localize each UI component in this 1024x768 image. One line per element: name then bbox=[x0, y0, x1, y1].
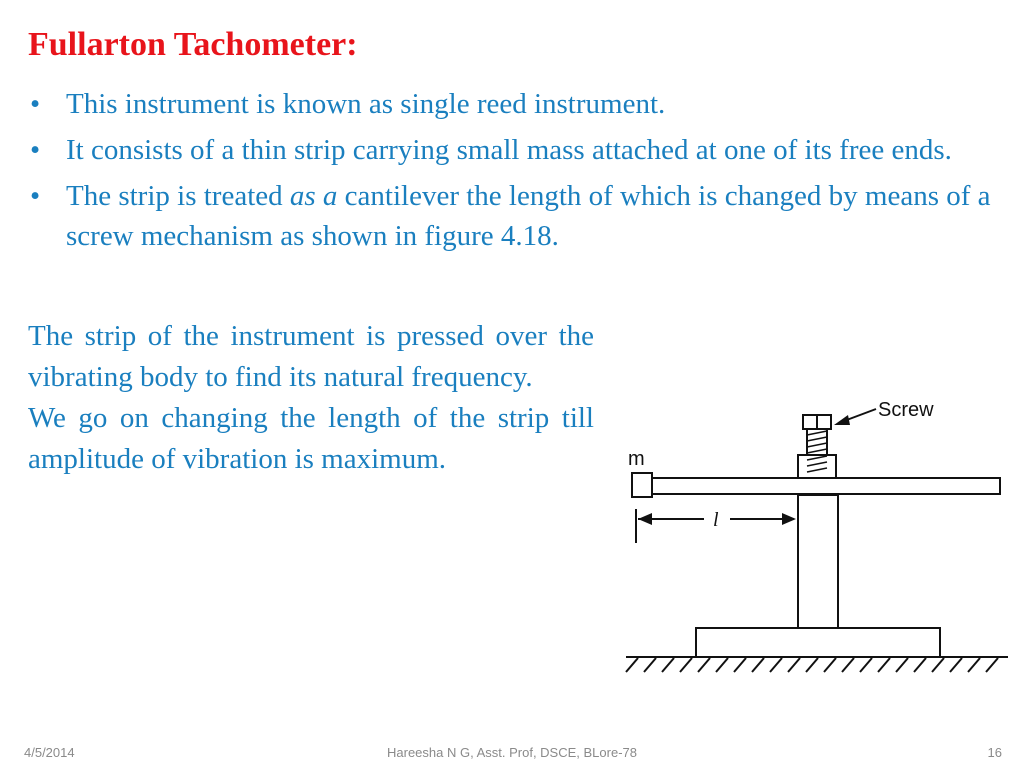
bullet-text-tail: cantilever the length of which is changed by means of a screw mechanism as shown in figure 4.18. bbox=[66, 180, 991, 252]
bullet-marker: • bbox=[30, 88, 41, 120]
footer-date: 4/5/2014 bbox=[24, 745, 75, 760]
footer-author: Hareesha N G, Asst. Prof, DSCE, BLore-78 bbox=[387, 745, 637, 760]
screw-mechanism bbox=[798, 415, 836, 478]
screw-pointer bbox=[834, 409, 876, 425]
mass-block bbox=[632, 473, 652, 497]
bullet-marker: • bbox=[30, 180, 41, 212]
slide-title: Fullarton Tachometer: bbox=[28, 26, 358, 63]
bullet-item bbox=[28, 130, 998, 170]
screw-label: Screw bbox=[878, 399, 934, 421]
bullet-marker: • bbox=[30, 134, 41, 166]
bullet-item bbox=[28, 84, 998, 124]
reed-strip bbox=[652, 478, 1000, 494]
footer-page-number: 16 bbox=[987, 745, 1002, 760]
support-post bbox=[798, 495, 838, 628]
paragraph: The strip of the instrument is pressed over the vibrating body to find its natural frequency. bbox=[28, 320, 594, 393]
mass-label: m bbox=[628, 448, 645, 470]
tachometer-figure bbox=[612, 385, 1012, 685]
bullet-list bbox=[28, 84, 998, 262]
ground bbox=[626, 657, 1008, 672]
paragraph: We go on changing the length of the strip till amplitude of vibration is maximum. bbox=[28, 402, 594, 475]
bullet-text: The strip is treated bbox=[66, 180, 290, 212]
bullet-text: This instrument is known as single reed instrument. bbox=[66, 88, 666, 120]
base-block bbox=[696, 628, 940, 657]
body-paragraphs bbox=[28, 316, 594, 480]
bullet-text: It consists of a thin strip carrying small mass attached at one of its free ends. bbox=[66, 134, 952, 166]
length-label: l bbox=[713, 509, 719, 531]
bullet-item bbox=[28, 176, 998, 256]
bullet-text-italic: as a bbox=[289, 180, 338, 212]
